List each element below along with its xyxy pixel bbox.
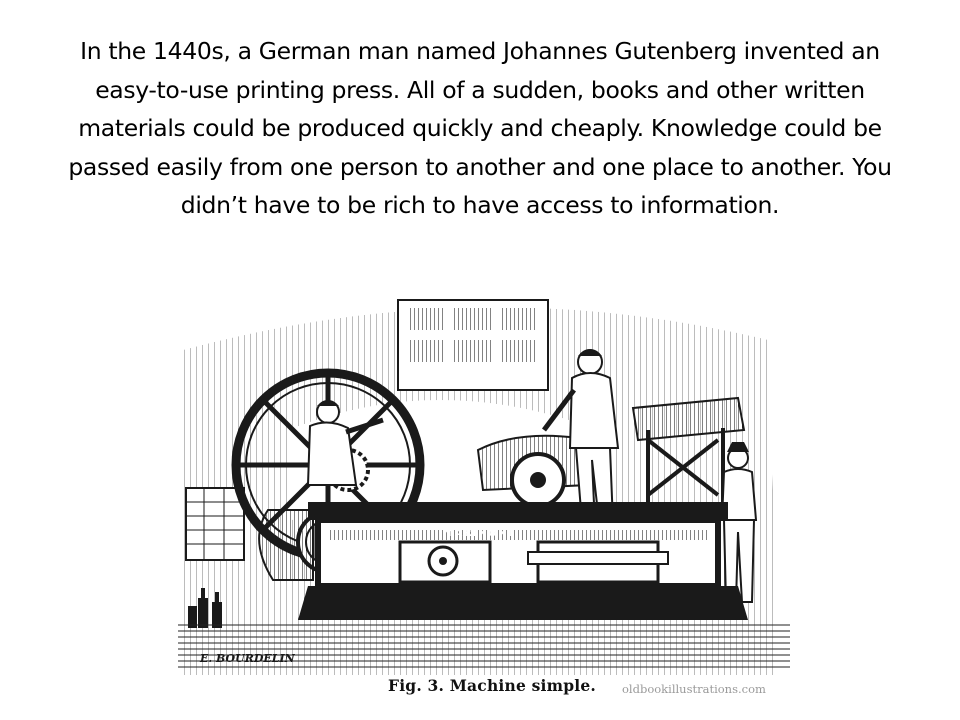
machine-label: MARINONI (443, 528, 514, 539)
slide-body-text: In the 1440s, a German man named Johannes Gutenberg invented an easy-to-use printing press. All of a sudden, books and other written materials could be produced quickly and cheaply. Knowledge could be passed easily from one person to another and one place to another. You didn’t have to be rich to have access to information. (68, 37, 892, 219)
figure-caption: Fig. 3. Machine simple. (388, 676, 597, 695)
printing-press-engraving (178, 280, 790, 710)
press-frame (298, 502, 748, 620)
watermark: oldbookillustrations.com (622, 682, 766, 696)
window (398, 300, 548, 390)
artist-signature: E. BOURDELIN (200, 652, 295, 665)
